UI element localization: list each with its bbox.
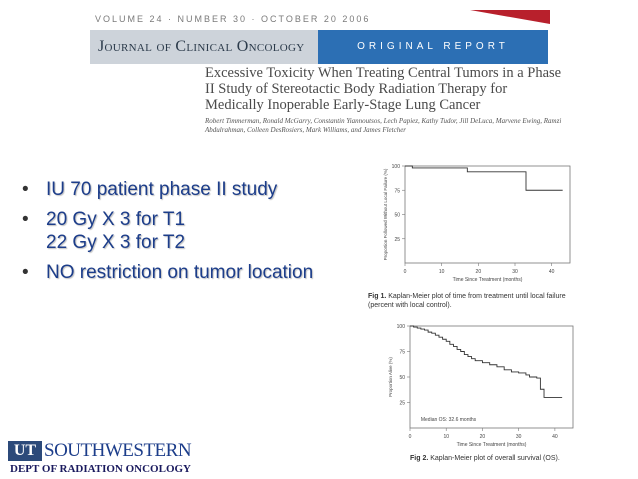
x-tick-label: 40: [552, 434, 558, 440]
y-tick-label: 100: [391, 164, 400, 170]
figure-1-plot: [365, 158, 585, 288]
x-axis-label: Time Since Treatment (months): [452, 277, 523, 283]
figure-2-caption-text: Kaplan-Meier plot of overall survival (OS).: [430, 455, 560, 462]
x-tick-label: 30: [512, 269, 518, 275]
median-os-annotation: Median OS: 32.6 months: [420, 416, 477, 423]
figure-1-caption-label: Fig 1.: [368, 293, 387, 300]
journal-section-block: [318, 30, 548, 64]
figure-2-caption: [410, 454, 585, 463]
journal-accent-shape: [470, 10, 550, 24]
paper-authors: Robert Timmerman, Ronald McGarry, Constantin Yiannoutsos, Lech Papiez, Kathy Tudor, Jill DeLuca, Marvene Ewing, Ramzi Abdulrahman, Colleen DesRosiers, Mark Williams, and James Fletcher: [205, 117, 562, 134]
bullet-marker: •: [22, 209, 29, 230]
km-survival-curve: [410, 326, 562, 397]
x-axis-label: Time Since Treatment (months): [456, 442, 527, 448]
journal-section-label: ORIGINAL REPORT: [357, 41, 509, 52]
bullet-item: [18, 178, 338, 201]
x-tick-label: 30: [515, 434, 522, 440]
y-axis-label: Proportion Alive (%): [388, 357, 393, 397]
figure-1-caption-text: Kaplan-Meier plot of time from treatment until local failure (percent with local control).: [368, 293, 566, 309]
y-tick-label: 25: [399, 400, 405, 407]
bullet-text: 20 Gy X 3 for T1 22 Gy X 3 for T2: [46, 209, 186, 253]
ut-logo-mark: UT: [8, 441, 42, 461]
journal-header-bar: [90, 30, 548, 64]
x-tick-label: 0: [408, 434, 412, 440]
journal-name: Journal of Clinical Oncology: [98, 38, 305, 55]
bullet-text: NO restriction on tumor location: [46, 262, 314, 283]
bullet-item: [18, 261, 338, 284]
figure-1: [365, 158, 585, 288]
bullet-marker: •: [22, 179, 29, 200]
plot-frame: [405, 166, 570, 263]
department-label: DEPT OF RADIATION ONCOLOGY: [10, 463, 192, 475]
figure-2: [365, 318, 585, 453]
y-tick-label: 50: [399, 375, 405, 381]
paper-title: Excessive Toxicity When Treating Central Tumors in a Phase II Study of Stereotactic Body Radiation Therapy for Medically Inoperable Early-Stage Lung Cancer: [205, 65, 562, 113]
x-tick-label: 0: [403, 269, 407, 275]
figure-2-caption-label: Fig 2.: [410, 455, 429, 462]
km-survival-curve: [405, 166, 563, 190]
figure-2-plot: [365, 318, 585, 453]
y-tick-label: 75: [394, 188, 400, 195]
x-tick-label: 20: [479, 434, 486, 440]
journal-volume-line: VOLUME 24 · NUMBER 30 · OCTOBER 20 2006: [95, 14, 371, 24]
y-tick-label: 100: [396, 324, 405, 330]
y-tick-label: 25: [394, 236, 400, 243]
bullet-marker: •: [22, 262, 29, 283]
x-tick-label: 10: [443, 434, 450, 440]
figure-1-caption: [368, 292, 583, 310]
bullet-text: IU 70 patient phase II study: [46, 179, 278, 200]
x-tick-label: 40: [548, 269, 555, 275]
plot-frame: [410, 326, 573, 428]
y-tick-label: 50: [394, 212, 400, 219]
x-tick-label: 10: [438, 269, 445, 275]
southwestern-logo-text: SOUTHWESTERN: [44, 440, 192, 461]
y-tick-label: 75: [399, 349, 405, 356]
x-tick-label: 20: [475, 269, 482, 275]
bullet-item: [18, 208, 338, 254]
bullet-list: [18, 178, 338, 291]
y-axis-label: Proportion Followed Without Local Failure (%): [383, 168, 388, 261]
